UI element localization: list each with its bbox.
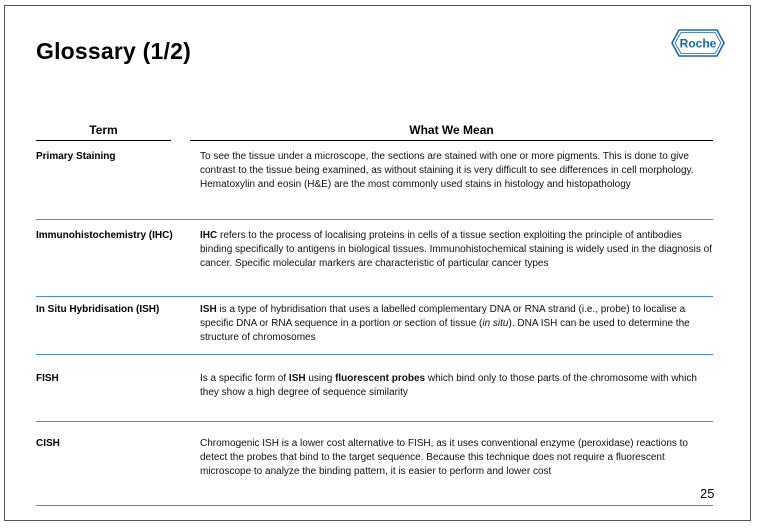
term-cell: FISH [36,373,59,384]
definition-cell [200,372,713,400]
row-divider [36,296,713,297]
definition-text: To see the tissue under a microscope, the sections are stained with one or more pigments. This is done to give contrast to the tissue being examined, as without staining it is very difficult to see differences in cell morphology. Hematoxylin and eosin (H&E) are the most commonly used stains in histology and histopathology [200,151,694,190]
page-title: Glossary (1/2) [36,38,191,64]
definition-cell [200,437,713,479]
table-row [36,303,713,349]
definition-cell [200,303,713,345]
emphasis-term: IHC [200,230,218,241]
column-header-meaning: What We Mean [190,122,713,141]
definition-text: Chromogenic ISH is a lower cost alternative to FISH, as it uses conventional enzyme (peroxidase) reactions to detect the probes that bind to the target sequence. Because this technique does not require a fluorescent microscope to analyze the binding pattern, it is easier to perform and lower cost [200,438,688,477]
term-cell: In Situ Hybridisation (ISH) [36,304,160,315]
column-header-term: Term [36,122,171,141]
roche-logo [671,28,725,58]
emphasis-term: ISH [288,373,306,384]
emphasis-term: ISH [200,304,217,315]
definition-text: Is a specific form of [200,373,289,384]
definition-cell [200,229,713,271]
term-cell: CISH [36,438,60,449]
row-divider [36,354,713,355]
definition-text: which bind only to those parts of the chromosome with which they show a high degree of sequence similarity [200,373,697,398]
roche-logo-text: Roche [679,36,717,51]
term-cell: Immunohistochemistry (IHC) [36,230,173,241]
page-number: 25 [700,486,715,501]
definition-text: using [305,373,336,384]
table-row [36,437,713,483]
definition-text: is a type of hybridisation that uses a labelled complementary DNA or RNA strand (i.e., probe) to localise a specific DNA or RNA sequence in a portion or section of tissue ( [200,304,686,329]
italic-text: in situ [482,318,509,329]
table-row [36,150,713,212]
row-divider [36,219,713,220]
row-divider [36,421,713,422]
emphasis-term: fluorescent probes [335,373,426,384]
table-row [36,372,713,404]
definition-cell [200,150,713,192]
term-cell: Primary Staining [36,151,116,162]
table-row [36,229,713,289]
definition-text: ). DNA ISH can be used to determine the structure of chromosomes [200,318,690,343]
definition-text: refers to the process of localising proteins in cells of a tissue section exploiting the principle of antibodies binding specifically to antigens in biological tissues. Immunohistochemical staining is widely used in the diagnosis of cancer. Specific molecular markers are characteristic of particular cancer types [200,230,712,269]
row-divider [36,505,713,506]
